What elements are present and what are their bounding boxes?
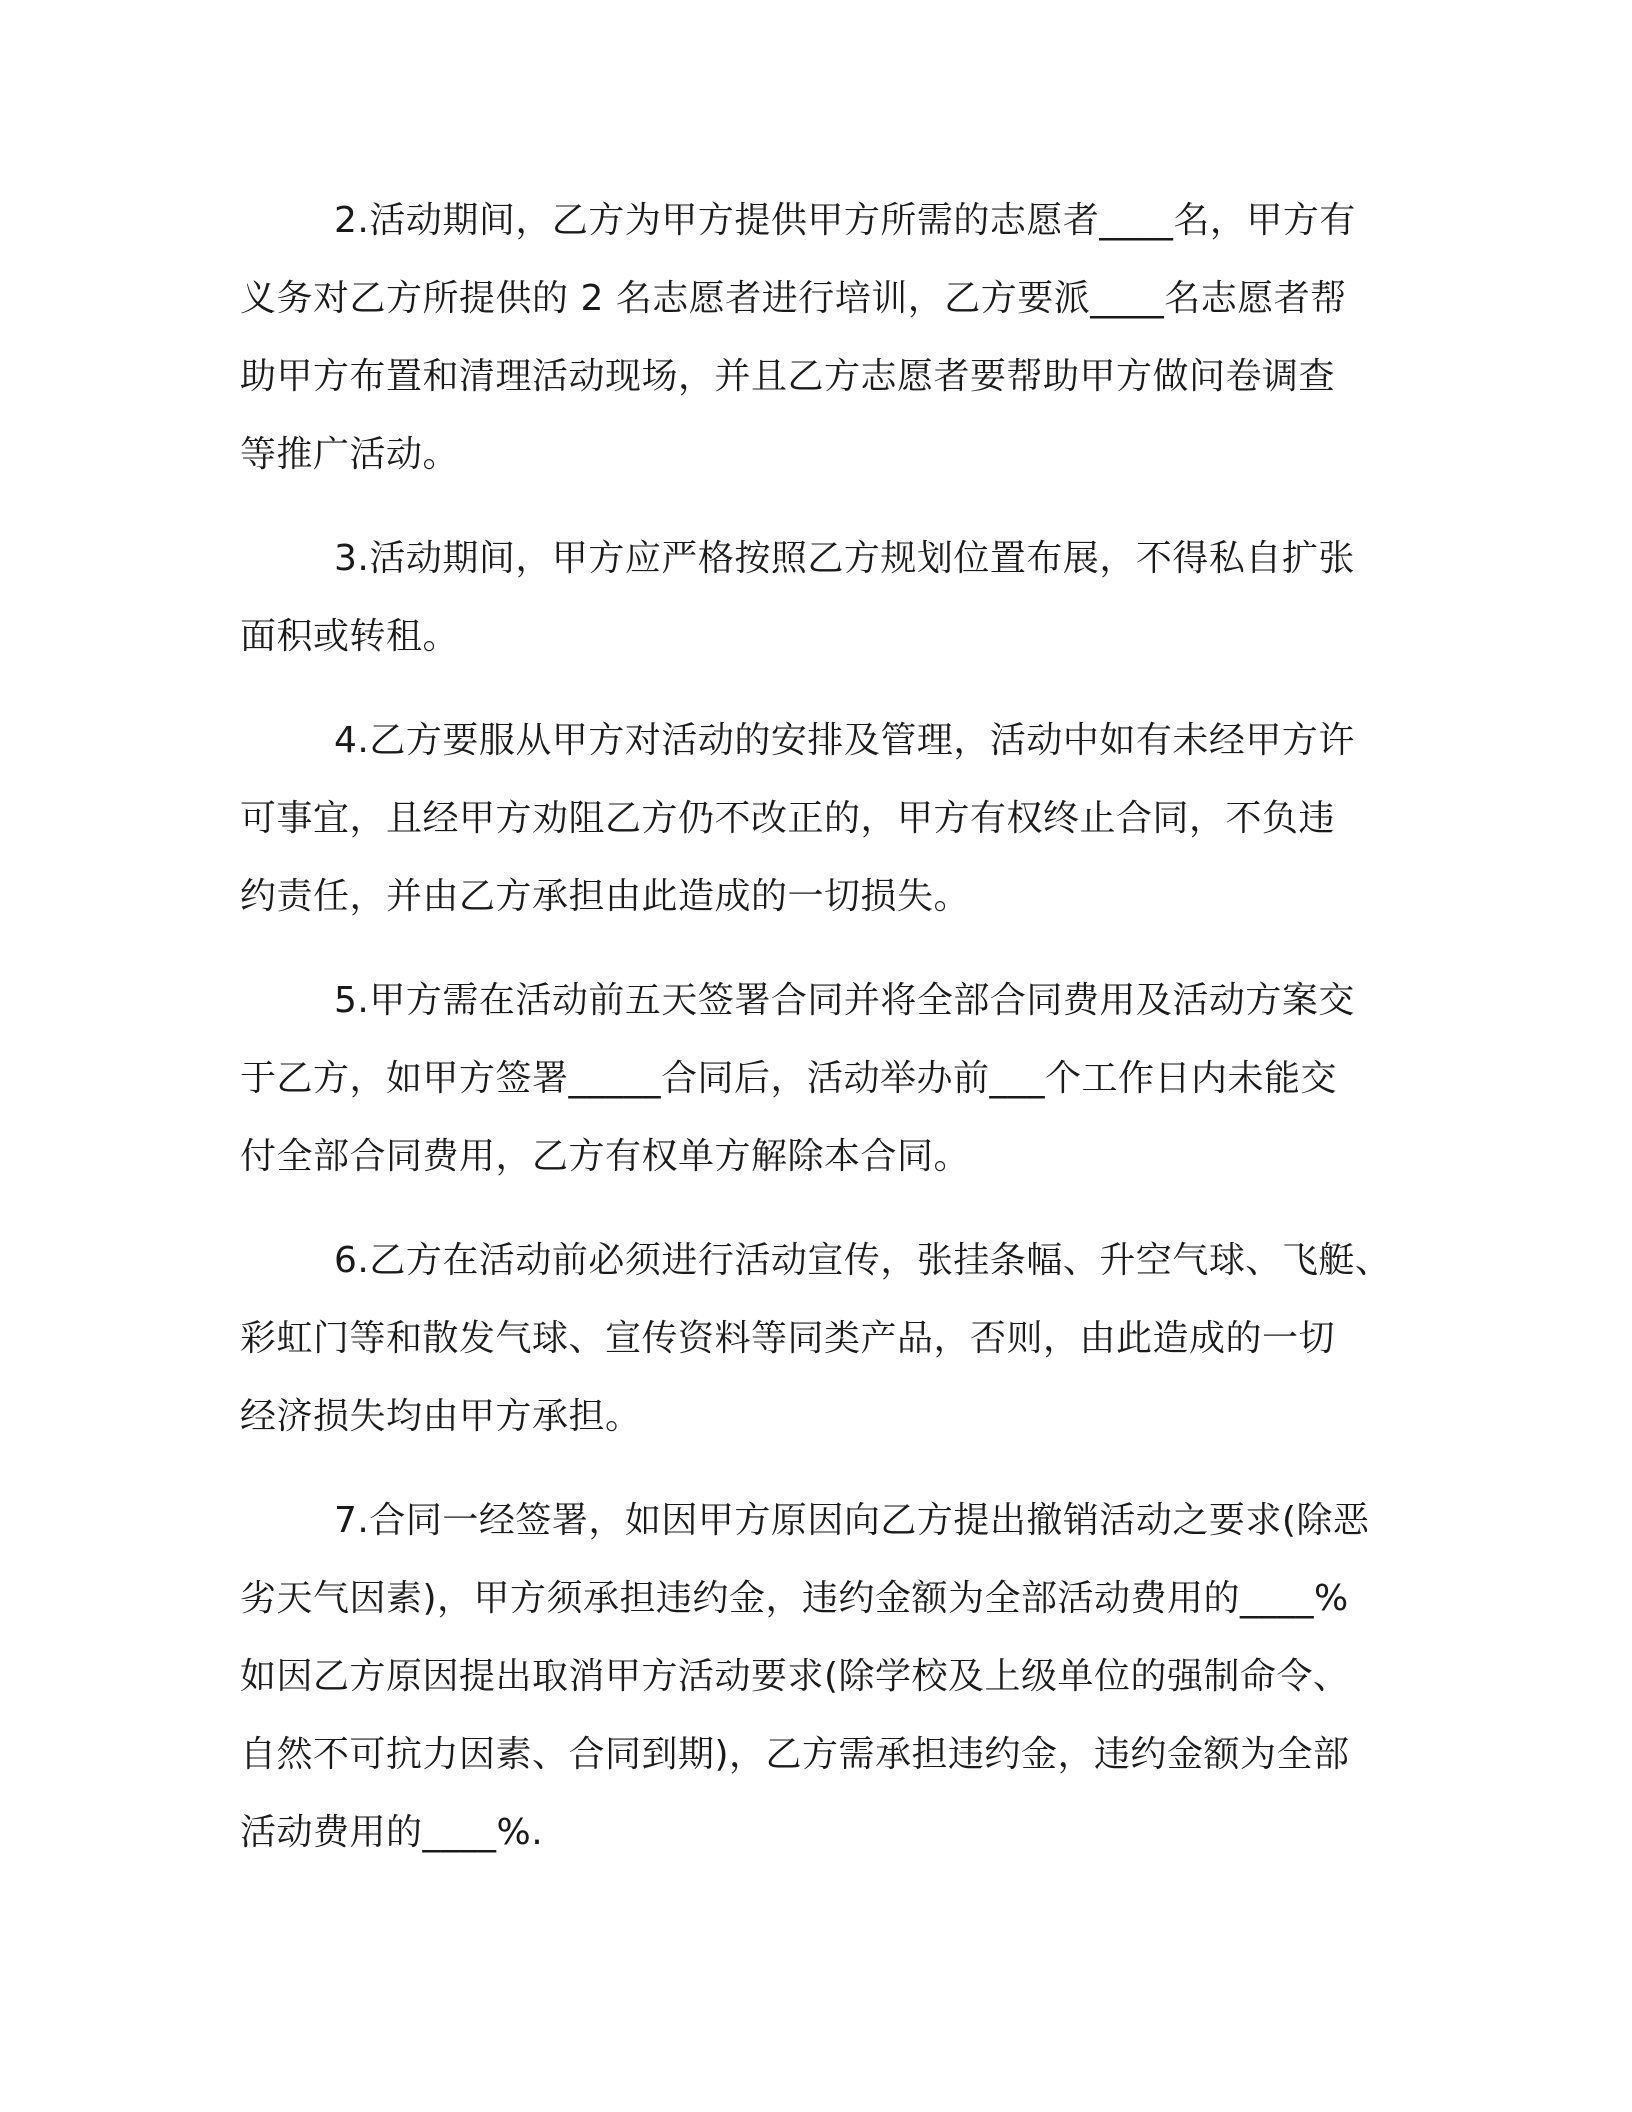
clause-line: 面积或转租。 [240, 616, 460, 657]
clause-line: 付全部合同费用，乙方有权单方解除本合同。 [240, 1136, 971, 1177]
clause-5 [240, 962, 1392, 1196]
clause-line: 7.合同一经签署，如因甲方原因向乙方提出撤销活动之要求(除恶 [334, 1500, 1370, 1541]
clause-line: 彩虹门等和散发气球、宣传资料等同类产品，否则，由此造成的一切 [240, 1318, 1336, 1359]
clause-4 [240, 702, 1392, 936]
contract-body [240, 182, 1392, 1898]
clause-line: 经济损失均由甲方承担。 [240, 1396, 642, 1437]
clause-line: 活动费用的____%. [240, 1812, 544, 1853]
clause-line: 可事宜，且经甲方劝阻乙方仍不改正的，甲方有权终止合同，不负违 [240, 798, 1336, 839]
clause-line: 5.甲方需在活动前五天签署合同并将全部合同费用及活动方案交 [334, 980, 1355, 1021]
clause-line: 2.活动期间，乙方为甲方提供甲方所需的志愿者____名，甲方有 [334, 200, 1356, 241]
clause-line: 4.乙方要服从甲方对活动的安排及管理，活动中如有未经甲方许 [334, 720, 1355, 761]
clause-2 [240, 182, 1392, 494]
clause-line: 等推广活动。 [240, 434, 460, 475]
clause-line: 劣天气因素)，甲方须承担违约金，违约金额为全部活动费用的____% [240, 1578, 1349, 1619]
clause-3 [240, 520, 1392, 676]
clause-line: 助甲方布置和清理活动现场，并且乙方志愿者要帮助甲方做问卷调查 [240, 356, 1336, 397]
clause-6 [240, 1222, 1392, 1456]
clause-line: 义务对乙方所提供的 2 名志愿者进行培训，乙方要派____名志愿者帮 [240, 278, 1347, 319]
clause-line: 3.活动期间，甲方应严格按照乙方规划位置布展，不得私自扩张 [334, 538, 1355, 579]
clause-line: 约责任，并由乙方承担由此造成的一切损失。 [240, 876, 971, 917]
clause-line: 6.乙方在活动前必须进行活动宣传，张挂条幅、升空气球、飞艇、 [334, 1240, 1392, 1281]
clause-line: 自然不可抗力因素、合同到期)，乙方需承担违约金，违约金额为全部 [240, 1734, 1350, 1775]
clause-line: 如因乙方原因提出取消甲方活动要求(除学校及上级单位的强制命令、 [240, 1656, 1350, 1697]
clause-7 [240, 1482, 1392, 1872]
clause-line: 于乙方，如甲方签署_____合同后，活动举办前___个工作日内未能交 [240, 1058, 1338, 1099]
